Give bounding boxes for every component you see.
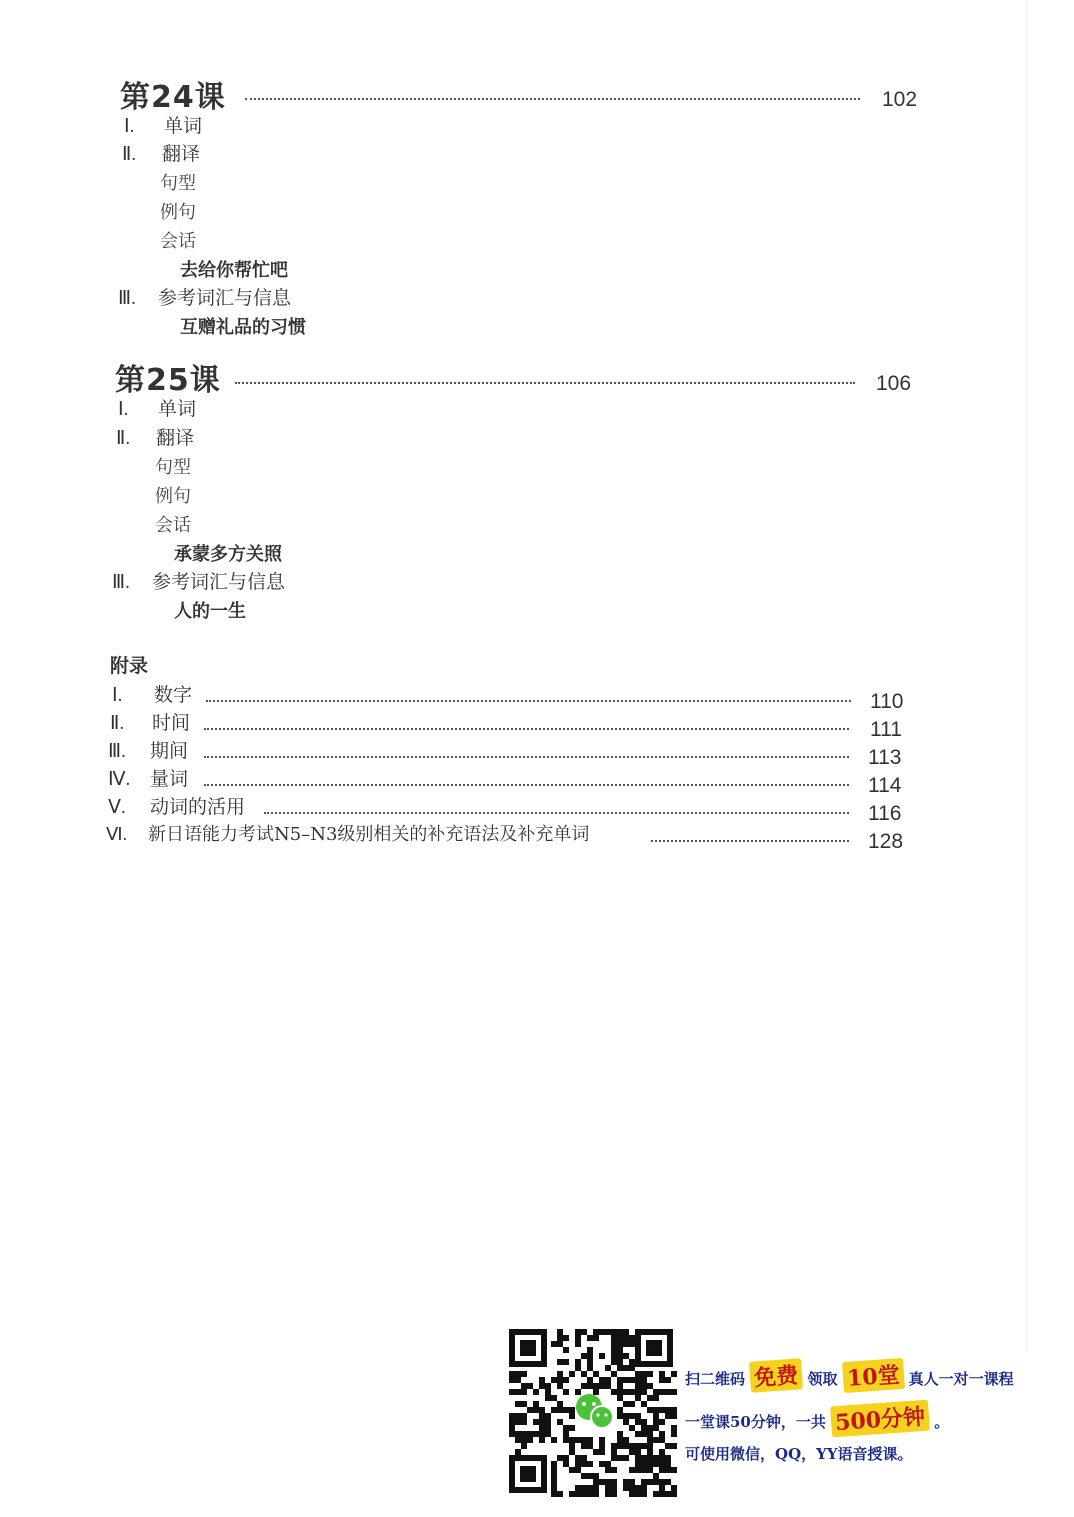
- item-number: Ⅱ.: [116, 428, 131, 449]
- item-label: 单词: [158, 398, 197, 420]
- lesson-24-heading[interactable]: [120, 72, 920, 116]
- row-label: [106, 820, 589, 846]
- row-number: Ⅱ.: [110, 713, 125, 734]
- leader-dots: [235, 382, 855, 384]
- appendix-row-counters[interactable]: [108, 764, 908, 797]
- lesson-24-item-reference[interactable]: [118, 283, 291, 310]
- row-label: [108, 736, 188, 763]
- lesson-25-sub-patterns[interactable]: 句型: [155, 457, 191, 478]
- row-label: [108, 764, 188, 791]
- leader-dots: [204, 756, 849, 758]
- item-number: Ⅰ.: [124, 116, 135, 137]
- page-number: 110: [870, 690, 904, 713]
- promo-total-badge: 500分钟: [830, 1400, 930, 1438]
- lesson-24-item-translation[interactable]: [122, 139, 200, 166]
- leader-dots: [264, 812, 849, 814]
- promo-free-badge: 免费: [749, 1358, 803, 1393]
- lesson-25-ref-topic[interactable]: 人的一生: [174, 601, 246, 622]
- row-text: 动词的活用: [150, 796, 246, 818]
- row-number: Ⅳ.: [108, 769, 131, 790]
- lesson-24-sub-dialogue[interactable]: 会话: [160, 231, 196, 252]
- item-label: 翻译: [156, 427, 195, 449]
- qr-code-icon: [505, 1325, 677, 1497]
- promo-text: 一堂课50分钟，一共: [685, 1413, 826, 1431]
- appendix-row-supplementary[interactable]: [106, 820, 906, 853]
- lesson-25-heading[interactable]: [115, 355, 915, 399]
- lesson-25-dialog-topic[interactable]: 承蒙多方关照: [174, 544, 282, 565]
- item-label: 参考词汇与信息: [152, 571, 286, 593]
- appendix-row-period[interactable]: [108, 736, 908, 769]
- row-number: Ⅲ.: [108, 741, 126, 762]
- item-label: 翻译: [162, 143, 201, 165]
- row-text: 新日语能力考试N5–N3级别相关的补充语法及补充单词: [148, 824, 590, 845]
- promo-count-badge: 10堂: [842, 1358, 905, 1393]
- leader-dots: [204, 728, 849, 730]
- row-text: 量词: [150, 768, 189, 790]
- lesson-24-dialog-topic[interactable]: 去给你帮忙吧: [180, 260, 288, 281]
- leader-dots: [245, 98, 860, 100]
- lesson-25-sub-dialogue[interactable]: 会话: [155, 515, 191, 536]
- promo-text: 扫二维码: [685, 1370, 746, 1388]
- row-text: 期间: [150, 740, 189, 762]
- item-number: Ⅲ.: [118, 288, 136, 309]
- lesson-title: 第24课: [120, 80, 226, 115]
- lesson-25-item-translation[interactable]: [116, 423, 194, 450]
- item-number: Ⅱ.: [122, 144, 137, 165]
- wechat-qr-code[interactable]: [505, 1325, 677, 1497]
- row-text: 数字: [154, 684, 193, 706]
- page-number: 128: [868, 830, 904, 853]
- leader-dots: [204, 784, 849, 786]
- page-number: 106: [876, 372, 912, 395]
- scan-edge-line: [1026, 0, 1027, 1350]
- leader-dots: [651, 840, 849, 842]
- row-label: [108, 792, 245, 819]
- row-number: Ⅰ.: [112, 685, 123, 706]
- page-number: 113: [868, 746, 902, 769]
- page-number: 116: [868, 802, 902, 825]
- row-number: Ⅵ.: [106, 824, 128, 844]
- promo-text: 。: [934, 1413, 950, 1431]
- item-label: 参考词汇与信息: [158, 287, 292, 309]
- lesson-24-sub-examples[interactable]: 例句: [160, 202, 196, 223]
- page-number: 102: [882, 88, 918, 111]
- promo-line-1: [685, 1360, 1014, 1391]
- lesson-24-ref-topic[interactable]: 互赠礼品的习惯: [180, 317, 306, 338]
- lesson-25-sub-examples[interactable]: 例句: [155, 486, 191, 507]
- row-text: 时间: [152, 712, 191, 734]
- item-label: 单词: [164, 115, 203, 137]
- appendix-row-numbers[interactable]: [112, 680, 912, 713]
- lesson-24-item-words[interactable]: [124, 111, 202, 138]
- item-number: Ⅰ.: [118, 399, 129, 420]
- appendix-title: 附录: [110, 655, 149, 677]
- page-number: 114: [868, 774, 902, 797]
- lesson-25-item-reference[interactable]: [112, 567, 285, 594]
- promo-text: 真人一对一课程: [908, 1370, 1014, 1388]
- row-label: [112, 680, 192, 707]
- lesson-title: 第25课: [115, 363, 221, 398]
- leader-dots: [206, 700, 851, 702]
- appendix-row-verb-conjugation[interactable]: [108, 792, 908, 825]
- promo-text: 领取: [807, 1370, 838, 1388]
- promo-line-2: [685, 1403, 950, 1437]
- row-label: [110, 708, 190, 735]
- lesson-24-sub-patterns[interactable]: 句型: [160, 173, 196, 194]
- item-number: Ⅲ.: [112, 572, 130, 593]
- promo-line-3: 可使用微信，QQ，YY语音授课。: [685, 1445, 913, 1463]
- row-number: Ⅴ.: [108, 797, 126, 818]
- appendix-row-time[interactable]: [110, 708, 910, 741]
- lesson-25-item-words[interactable]: [118, 394, 196, 421]
- page-number: 111: [870, 718, 902, 741]
